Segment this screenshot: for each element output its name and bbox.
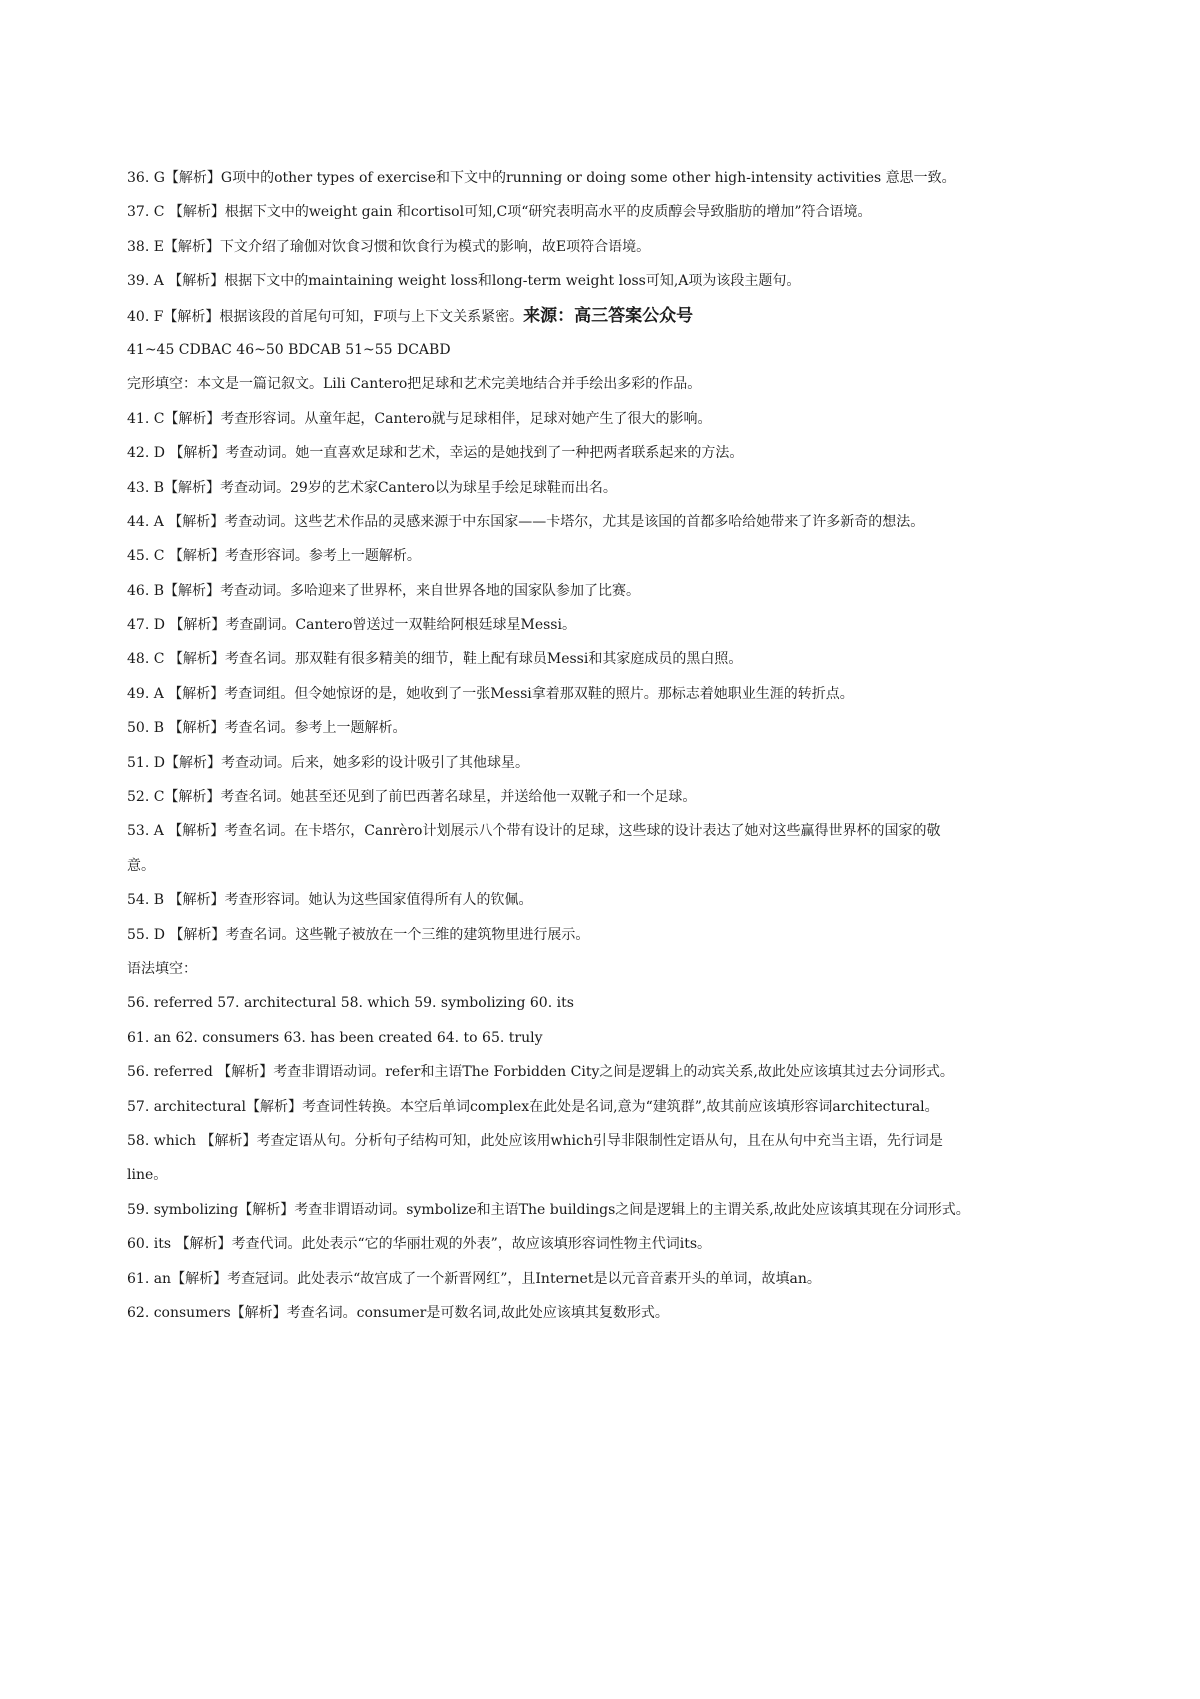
cloze-answer-summary: 41~45 CDBAC 46~50 BDCAB 51~55 DCABD bbox=[127, 341, 451, 358]
cloze-section-intro: 完形填空：本文是一篇记叙文。Lili Cantero把足球和艺术完美地结合并手绘出多彩的作品。 bbox=[127, 376, 702, 393]
answer-56: 56. referred 【解析】考查非谓语动词。refer和主语The Forbidden City之间是逻辑上的动宾关系,故此处应该填其过去分词形式。 bbox=[127, 1064, 954, 1081]
answer-45: 45. C 【解析】考查形容词。参考上一题解析。 bbox=[127, 548, 421, 565]
answer-55: 55. D 【解析】考查名词。这些靴子被放在一个三维的建筑物里进行展示。 bbox=[127, 926, 590, 943]
answer-42: 42. D 【解析】考查动词。她一直喜欢足球和艺术，幸运的是她找到了一种把两者联系起来的方法。 bbox=[127, 445, 744, 462]
grammar-answers-61-65: 61. an 62. consumers 63. has been created 64. to 65. truly bbox=[127, 1029, 543, 1046]
answer-37: 37. C 【解析】根据下文中的weight gain 和cortisol可知,C项“研究表明高水平的皮质醇会导致脂肪的增加”符合语境。 bbox=[127, 204, 872, 221]
answer-40-row bbox=[127, 306, 1107, 326]
answer-44: 44. A 【解析】考查动词。这些艺术作品的灵感来源于中东国家——卡塔尔，尤其是该国的首都多哈给她带来了许多新奇的想法。 bbox=[127, 513, 925, 530]
answer-50: 50. B 【解析】考查名词。参考上一题解析。 bbox=[127, 720, 407, 737]
answer-62: 62. consumers【解析】考查名词。consumer是可数名词,故此处应该填其复数形式。 bbox=[127, 1304, 669, 1321]
answer-key-content bbox=[127, 168, 1107, 1337]
grammar-answers-56-60: 56. referred 57. architectural 58. which 59. symbolizing 60. its bbox=[127, 995, 574, 1012]
answer-59: 59. symbolizing【解析】考查非谓语动词。symbolize和主语The buildings之间是逻辑上的主谓关系,故此处应该填其现在分词形式。 bbox=[127, 1201, 970, 1218]
answer-41: 41. C【解析】考查形容词。从童年起，Cantero就与足球相伴，足球对她产生了很大的影响。 bbox=[127, 410, 712, 427]
answer-47: 47. D 【解析】考查副词。Cantero曾送过一双鞋给阿根廷球星Messi。 bbox=[127, 617, 576, 634]
answer-53: 53. A 【解析】考查名词。在卡塔尔，Canrèro计划展示八个带有设计的足球，这些球的设计表达了她对这些赢得世界杯的国家的敬 bbox=[127, 823, 941, 840]
answer-53-continued: 意。 bbox=[127, 857, 155, 874]
answer-43: 43. B【解析】考查动词。29岁的艺术家Cantero以为球星手绘足球鞋而出名。 bbox=[127, 479, 617, 496]
answer-52: 52. C【解析】考查名词。她甚至还见到了前巴西著名球星，并送给他一双靴子和一个足球。 bbox=[127, 789, 697, 806]
answer-48: 48. C 【解析】考查名词。那双鞋有很多精美的细节，鞋上配有球员Messi和其家庭成员的黑白照。 bbox=[127, 651, 743, 668]
answer-49: 49. A 【解析】考查词组。但令她惊讶的是，她收到了一张Messi拿着那双鞋的照片。那标志着她职业生涯的转折点。 bbox=[127, 685, 854, 702]
answer-57: 57. architectural【解析】考查词性转换。本空后单词complex在此处是名词,意为“建筑群”,故其前应该填形容词architectural。 bbox=[127, 1098, 939, 1115]
answer-40: 40. F【解析】根据该段的首尾句可知，F项与上下文关系紧密。 bbox=[127, 308, 524, 325]
answer-54: 54. B 【解析】考查形容词。她认为这些国家值得所有人的钦佩。 bbox=[127, 892, 533, 909]
answer-58: 58. which 【解析】考查定语从句。分析句子结构可知，此处应该用which引导非限制性定语从句，且在从句中充当主语，先行词是 bbox=[127, 1132, 943, 1149]
answer-39: 39. A 【解析】根据下文中的maintaining weight loss和long-term weight loss可知,A项为该段主题句。 bbox=[127, 273, 801, 290]
answer-61: 61. an【解析】考查冠词。此处表示“故宫成了一个新晋网红”，且Internet是以元音音素开头的单词，故填an。 bbox=[127, 1270, 821, 1287]
answer-58-continued: line。 bbox=[127, 1167, 168, 1184]
answer-38: 38. E【解析】下文介绍了瑜伽对饮食习惯和饮食行为模式的影响，故E项符合语境。 bbox=[127, 238, 651, 255]
answer-46: 46. B【解析】考查动词。多哈迎来了世界杯，来自世界各地的国家队参加了比赛。 bbox=[127, 582, 641, 599]
answer-51: 51. D【解析】考查动词。后来，她多彩的设计吸引了其他球星。 bbox=[127, 754, 529, 771]
source-note: 来源：高三答案公众号 bbox=[523, 305, 694, 326]
grammar-section-heading: 语法填空： bbox=[127, 960, 197, 977]
answer-36: 36. G【解析】G项中的other types of exercise和下文中的running or doing some other high-intensity activities 意思一致。 bbox=[127, 170, 956, 186]
answer-60: 60. its 【解析】考查代词。此处表示“它的华丽壮观的外表”，故应该填形容词性物主代词its。 bbox=[127, 1236, 712, 1253]
